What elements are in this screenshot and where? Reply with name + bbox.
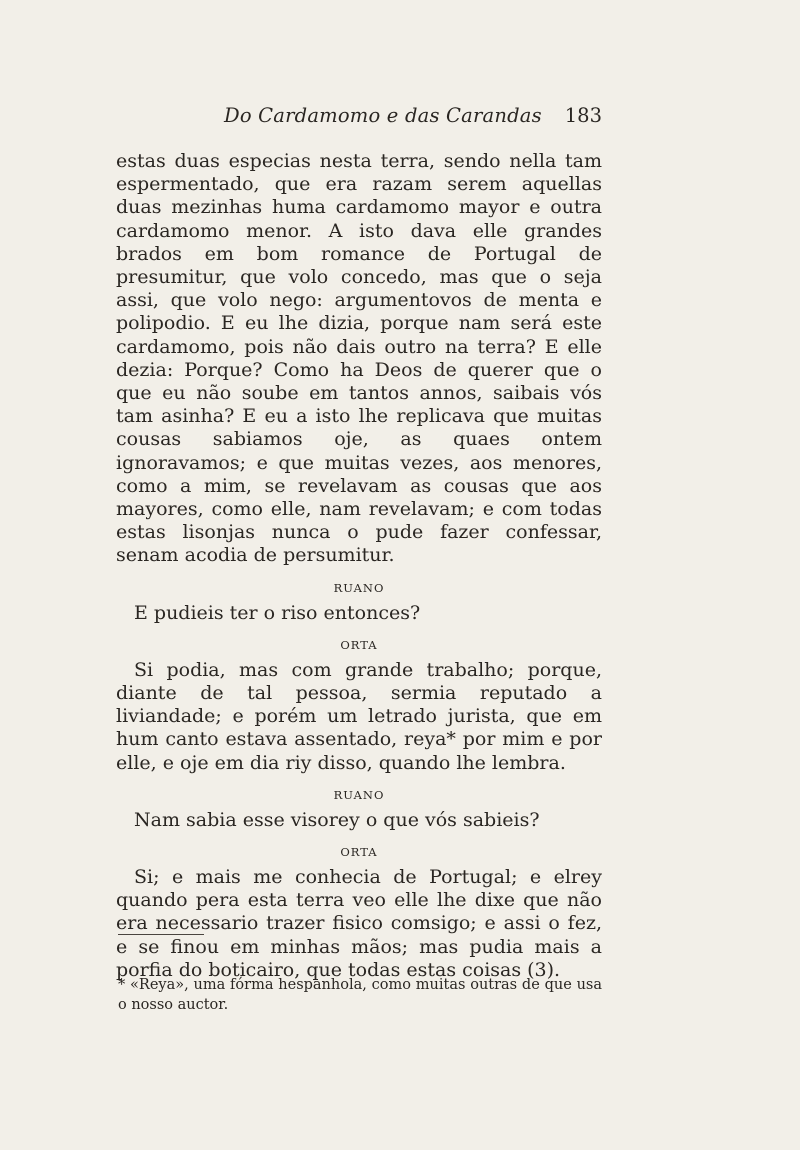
paragraph-3: Si; e mais me conhecia de Portugal; e elrey quando pera esta terra veo elle lhe dixe que não era necessario trazer fisico comsigo; e assi o fez, e se finou em minhas mãos; mas pudia mais a porfia do boticairo, que todas estas coisas (3). [116, 866, 602, 981]
dialogue-line: E pudieis ter o riso entonces? [134, 601, 421, 624]
paragraph-2: Si podia, mas com grande trabalho; porque, diante de tal pessoa, sermia reputado a liviandade; e porém um letrado jurista, que em hum canto estava assentado, reya* por mim e por elle, e oje em dia riy disso, quando lhe lembra. [116, 658, 602, 774]
speaker-label: RUANO [333, 580, 385, 595]
speaker-label: ORTA [340, 637, 378, 652]
running-header [118, 104, 602, 134]
footnote-rule [118, 934, 204, 935]
footnote: * «Reya», uma fórma hespanhola, como muitas outras de que usa o nosso auctor. [118, 976, 602, 1013]
dialogue-line: Nam sabia esse visorey o que vós sabieis? [134, 808, 540, 831]
main-text [116, 150, 602, 982]
running-title: Do Cardamomo e das Carandas [224, 104, 542, 127]
page-number: 183 [564, 104, 602, 127]
paragraph-1: estas duas especias nesta terra, sendo nella tam espermentado, que era razam serem aquellas duas mezinhas huma cardamomo mayor e outra cardamomo menor. A isto dava elle grandes brados em bom romance de Portugal de presumitur, que volo concedo, mas que o seja assi, que volo nego: argumentovos de menta e polipodio. E eu lhe dizia, porque nam será este cardamomo, pois não dais outro na terra? E elle dezia: Porque? Como ha Deos de querer que o que eu não soube em tantos annos, saibais vós tam asinha? E eu a isto lhe replicava que muitas cousas sabiamos oje, as quaes ontem ignoravamos; e que muitas vezes, aos menores, como a mim, se revelavam as cousas que aos mayores, como elle, nam revelavam; e com todas estas lisonjas nunca o pude fazer confessar, senam acodia de persumitur. [116, 150, 602, 567]
speaker-label: ORTA [340, 845, 378, 860]
speaker-label: RUANO [333, 787, 385, 802]
